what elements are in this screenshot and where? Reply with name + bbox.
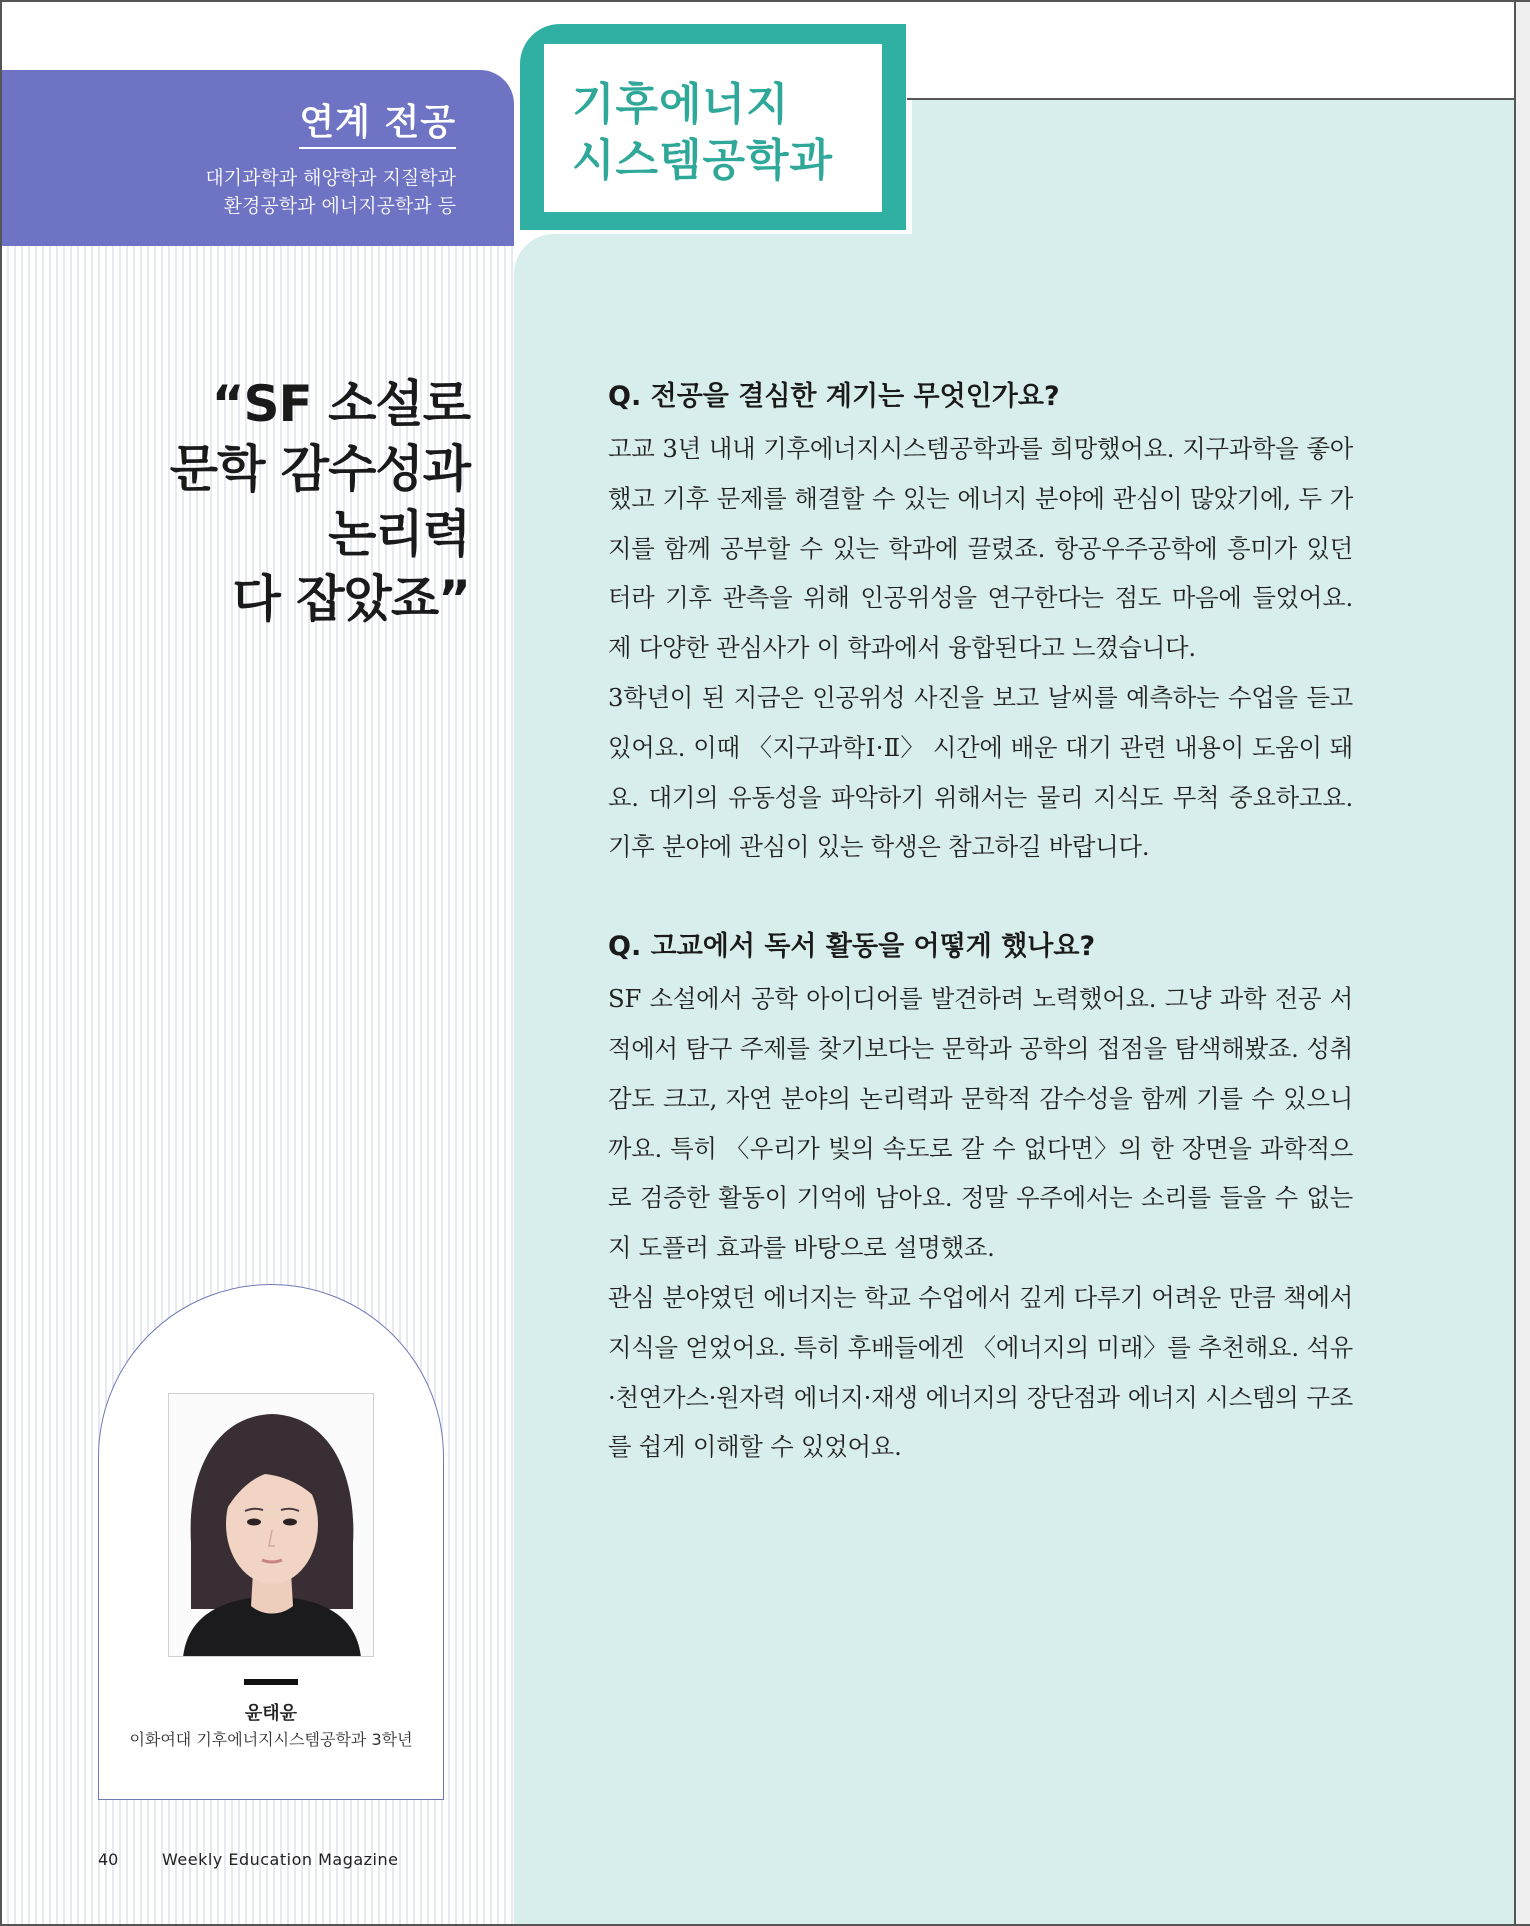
magazine-name: Weekly Education Magazine [162, 1850, 399, 1869]
related-majors-line: 대기과학과 해양학과 지질학과 [205, 167, 456, 189]
pull-quote-line: 다 잡았죠” [232, 570, 470, 628]
related-majors-list [205, 164, 456, 220]
related-majors-band [2, 70, 514, 246]
pull-quote-line: 문학 감수성과 [169, 440, 470, 498]
page-edge-line [1514, 2, 1516, 1926]
question-heading: Q. 전공을 결심한 계기는 무엇인가요? [608, 381, 1060, 412]
answer-paragraph: 3학년이 된 지금은 인공위성 사진을 보고 날씨를 예측하는 수업을 듣고 있어요. 이때 〈지구과학Ⅰ·Ⅱ〉 시간에 배운 대기 관련 내용이 도움이 돼요. 대기의 유동성을 파악하기 위해서는 물리 지식도 무척 중요하고요. 기후 분야에 관심이 있는 학생은 참고하길 바랍니다. [608, 682, 1353, 862]
answer-paragraph: SF 소설에서 공학 아이디어를 발견하려 노력했어요. 그냥 과학 전공 서적에서 탐구 주제를 찾기보다는 문학과 공학의 접점을 탐색해봤죠. 성취감도 크고, 자연 분야의 논리력과 문학적 감수성을 함께 기를 수 있으니까요. 특히 〈우리가 빛의 속도로 갈 수 없다면〉의 한 장면을 과학적으로 검증한 활동이 기억에 남아요. 정말 우주에서는 소리를 들을 수 없는지 도플러 효과를 바탕으로 설명했죠. [608, 984, 1353, 1263]
section-gap [608, 872, 1353, 924]
major-title-inner [544, 44, 882, 212]
page-edge [1514, 2, 1530, 1926]
major-title-box [520, 24, 906, 230]
answer-paragraph: 관심 분야였던 에너지는 학교 수업에서 깊게 다루기 어려운 만큼 책에서 지식을 얻었어요. 특히 후배들에겐 〈에너지의 미래〉를 추천해요. 석유·천연가스·원자력 에너지·재생 에너지의 장단점과 에너지 시스템의 구조를 쉽게 이해할 수 있었어요. [608, 1282, 1353, 1462]
top-rule [907, 98, 1514, 100]
page-number: 40 [98, 1850, 119, 1869]
profile-divider [244, 1679, 298, 1685]
related-majors-title: 연계 전공 [299, 100, 456, 149]
answer-paragraph: 고교 3년 내내 기후에너지시스템공학과를 희망했어요. 지구과학을 좋아했고 기후 문제를 해결할 수 있는 에너지 분야에 관심이 많았기에, 두 가지를 함께 공부할 수 있는 학과에 끌렸죠. 항공우주공학에 흥미가 있던 터라 기후 관측을 위해 인공위성을 연구한다는 점도 마음에 들었어요. 제 다양한 관심사가 이 학과에서 융합된다고 느꼈습니다. [608, 434, 1353, 663]
profile-name: 윤태윤 [244, 1703, 298, 1724]
related-majors-line: 환경공학과 에너지공학과 등 [223, 195, 456, 217]
major-title-line: 시스템공학과 [572, 135, 834, 186]
major-title-line: 기후에너지 [572, 79, 790, 130]
profile-description: 이화여대 기후에너지시스템공학과 3학년 [129, 1730, 413, 1749]
article-panel-top [912, 99, 1514, 249]
profile-photo [168, 1393, 374, 1657]
pull-quote-line: “SF 소설로 [211, 375, 470, 433]
pull-quote-line: 논리력 [328, 505, 470, 563]
article-body [608, 374, 1353, 1472]
question-heading: Q. 고교에서 독서 활동을 어떻게 했나요? [608, 931, 1096, 963]
student-portrait-image [169, 1394, 374, 1657]
pull-quote [170, 372, 470, 632]
